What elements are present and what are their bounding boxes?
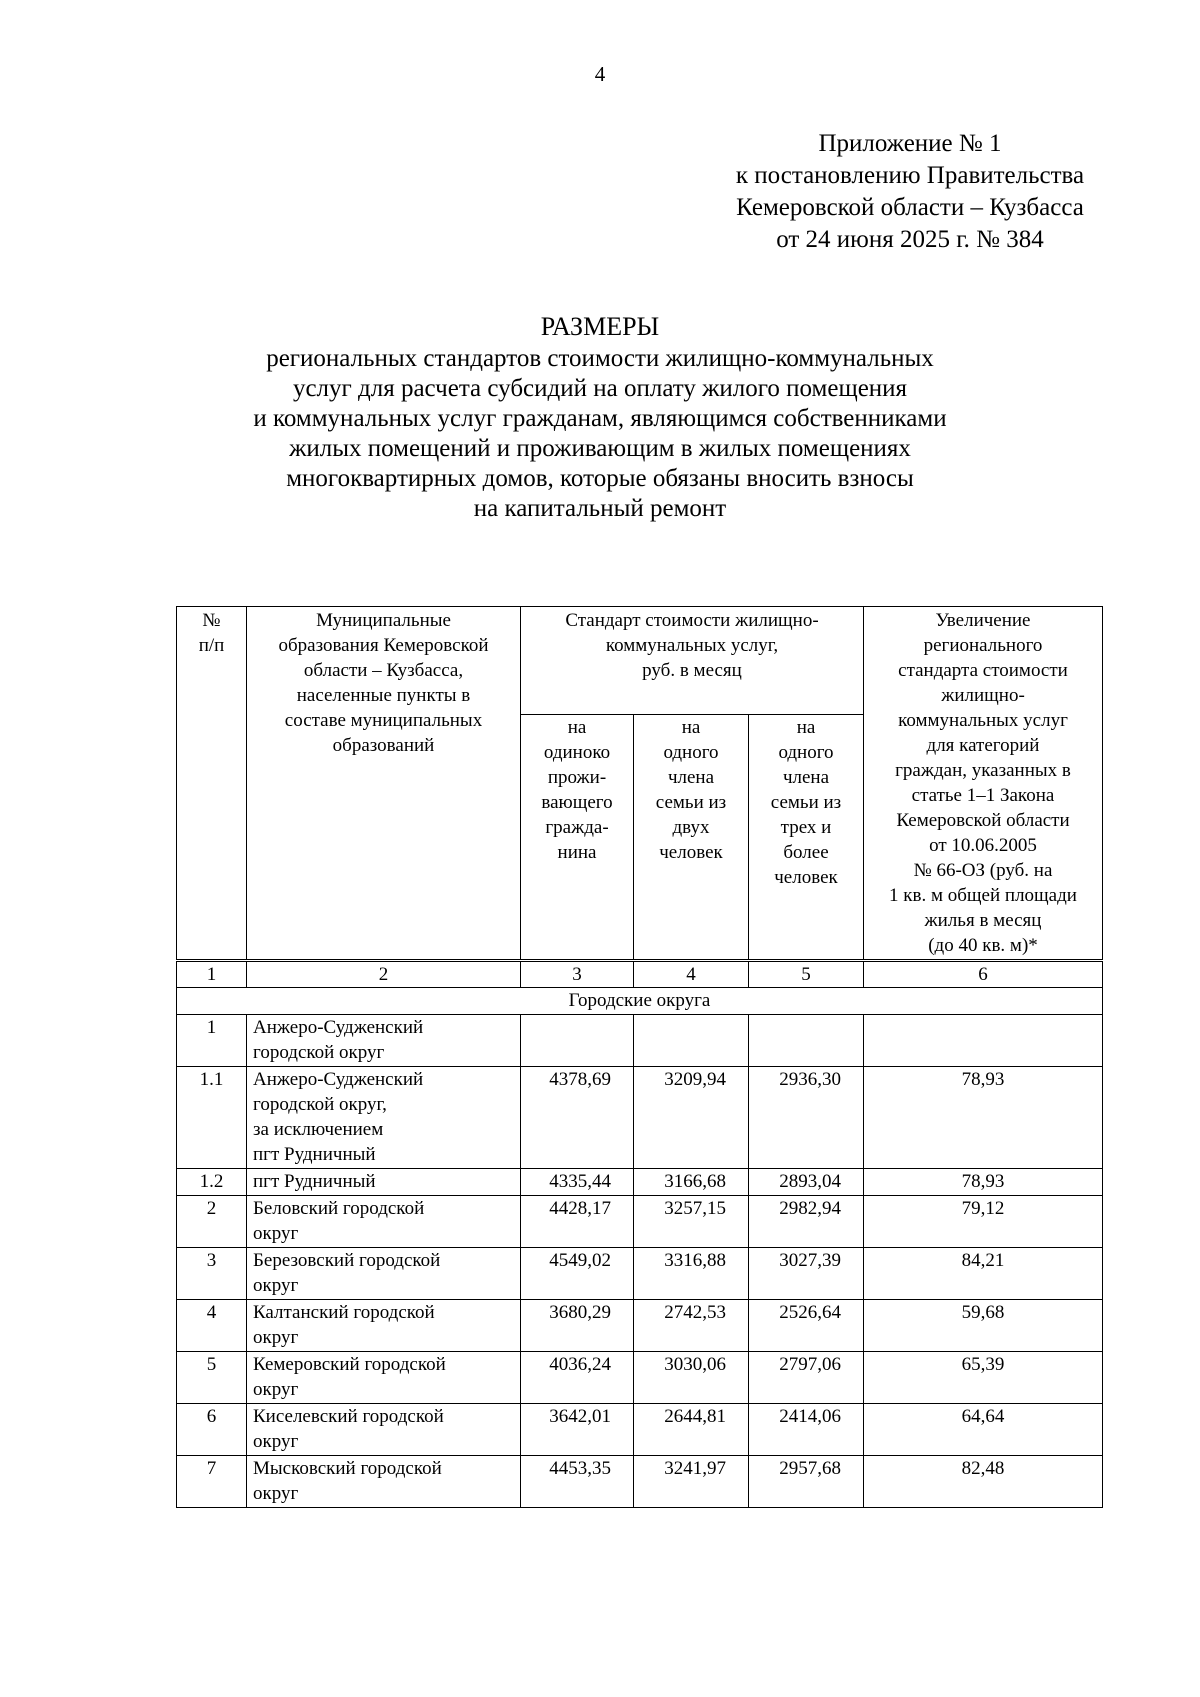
row-value-increase (864, 1015, 1103, 1067)
row-value-three (749, 1015, 864, 1067)
row-value-increase: 59,68 (864, 1300, 1103, 1352)
row-value-single: 4453,35 (521, 1456, 634, 1508)
row-value-increase: 64,64 (864, 1404, 1103, 1456)
row-municipality: Калтанский городской округ (247, 1300, 521, 1352)
row-value-single: 4036,24 (521, 1352, 634, 1404)
row-number: 4 (177, 1300, 247, 1352)
title-line-1: региональных стандартов стоимости жилищно-коммунальных (266, 345, 934, 372)
header-row (177, 607, 1103, 715)
row-value-single (521, 1015, 634, 1067)
row-value-two: 3241,97 (634, 1456, 749, 1508)
row-value-increase: 84,21 (864, 1248, 1103, 1300)
column-number: 6 (864, 961, 1103, 988)
header-standard: Стандарт стоимости жилищно- коммунальных услуг, руб. в месяц (521, 607, 864, 715)
title-line-2: услуг для расчета субсидий на оплату жилого помещения (292, 375, 908, 402)
row-value-single: 4428,17 (521, 1196, 634, 1248)
table-row (177, 1196, 1103, 1248)
row-value-two: 3030,06 (634, 1352, 749, 1404)
header-single: на одиноко прожи- вающего гражда- нина (521, 714, 634, 960)
table-row (177, 1248, 1103, 1300)
appendix-line-2: к постановлению Правительства (735, 162, 1085, 189)
row-value-two: 3209,94 (634, 1067, 749, 1169)
row-value-single: 4378,69 (521, 1067, 634, 1169)
column-number-row (177, 961, 1103, 988)
table-row (177, 1015, 1103, 1067)
appendix-line-4: от 24 июня 2025 г. № 384 (776, 226, 1044, 253)
table-row (177, 1169, 1103, 1196)
row-value-increase: 79,12 (864, 1196, 1103, 1248)
table-row (177, 1067, 1103, 1169)
header-increase: Увеличение регионального стандарта стоимости жилищно- коммунальных услуг для категорий граждан, указанных в статье 1–1 Закона Кемеровской области от 10.06.2005 № 66-ОЗ (руб. на 1 кв. м общей площади жилья в месяц (до 40 кв. м)* (864, 607, 1103, 961)
row-value-two: 3257,15 (634, 1196, 749, 1248)
table-row (177, 1456, 1103, 1508)
header-three: на одного члена семьи из трех и более человек (749, 714, 864, 960)
row-municipality: Березовский городской округ (247, 1248, 521, 1300)
row-municipality: Мысковский городской округ (247, 1456, 521, 1508)
table-row (177, 1300, 1103, 1352)
page-number: 4 (594, 62, 606, 86)
appendix-header (700, 128, 1120, 256)
row-number: 5 (177, 1352, 247, 1404)
row-value-single: 4549,02 (521, 1248, 634, 1300)
row-value-two: 2644,81 (634, 1404, 749, 1456)
row-number: 6 (177, 1404, 247, 1456)
header-two: на одного члена семьи из двух человек (634, 714, 749, 960)
document-title (160, 312, 1040, 524)
row-value-three: 2982,94 (749, 1196, 864, 1248)
table-row (177, 1404, 1103, 1456)
row-value-two: 3166,68 (634, 1169, 749, 1196)
row-number: 1.2 (177, 1169, 247, 1196)
row-municipality: Анжеро-Судженский городской округ (247, 1015, 521, 1067)
row-municipality: Анжеро-Судженский городской округ, за исключением пгт Рудничный (247, 1067, 521, 1169)
row-municipality: Киселевский городской округ (247, 1404, 521, 1456)
row-value-single: 3642,01 (521, 1404, 634, 1456)
row-value-three: 2957,68 (749, 1456, 864, 1508)
header-no: № п/п (177, 607, 247, 961)
title-heading: РАЗМЕРЫ (540, 312, 660, 341)
row-value-three: 2414,06 (749, 1404, 864, 1456)
row-number: 1.1 (177, 1067, 247, 1169)
row-value-three: 2797,06 (749, 1352, 864, 1404)
column-number: 1 (177, 961, 247, 988)
row-value-increase: 82,48 (864, 1456, 1103, 1508)
title-line-5: многоквартирных домов, которые обязаны вносить взносы (286, 465, 914, 492)
row-value-three: 2893,04 (749, 1169, 864, 1196)
row-value-two: 2742,53 (634, 1300, 749, 1352)
row-number: 1 (177, 1015, 247, 1067)
row-value-two (634, 1015, 749, 1067)
column-number: 4 (634, 961, 749, 988)
row-value-three: 2936,30 (749, 1067, 864, 1169)
section-title: Городские округа (177, 988, 1103, 1015)
row-number: 2 (177, 1196, 247, 1248)
row-value-three: 3027,39 (749, 1248, 864, 1300)
row-value-increase: 78,93 (864, 1067, 1103, 1169)
row-value-increase: 78,93 (864, 1169, 1103, 1196)
title-line-6: на капитальный ремонт (473, 495, 727, 522)
section-row (177, 988, 1103, 1015)
row-municipality: Кемеровский городской округ (247, 1352, 521, 1404)
row-number: 7 (177, 1456, 247, 1508)
column-number: 3 (521, 961, 634, 988)
title-line-3: и коммунальных услуг гражданам, являющимся собственниками (253, 405, 947, 432)
appendix-line-1: Приложение № 1 (818, 130, 1002, 157)
row-number: 3 (177, 1248, 247, 1300)
table-row (177, 1352, 1103, 1404)
row-value-two: 3316,88 (634, 1248, 749, 1300)
appendix-line-3: Кемеровской области – Кузбасса (736, 194, 1084, 221)
row-municipality: пгт Рудничный (247, 1169, 521, 1196)
column-number: 5 (749, 961, 864, 988)
row-value-single: 4335,44 (521, 1169, 634, 1196)
row-municipality: Беловский городской округ (247, 1196, 521, 1248)
title-line-4: жилых помещений и проживающим в жилых помещениях (289, 435, 911, 462)
header-municipality: Муниципальные образования Кемеровской области – Кузбасса, населенные пункты в составе муниципальных образований (247, 607, 521, 961)
row-value-three: 2526,64 (749, 1300, 864, 1352)
column-number: 2 (247, 961, 521, 988)
row-value-single: 3680,29 (521, 1300, 634, 1352)
standards-table (176, 606, 1103, 1508)
row-value-increase: 65,39 (864, 1352, 1103, 1404)
